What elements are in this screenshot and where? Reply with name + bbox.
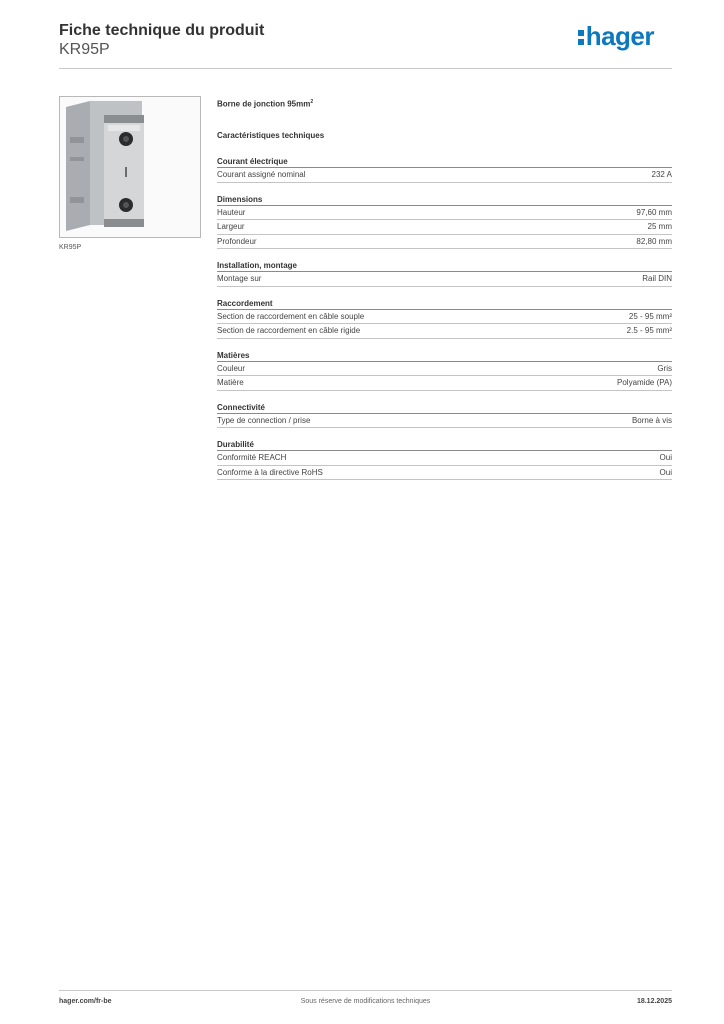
spec-row: [217, 272, 672, 287]
spec-label: Montage sur: [217, 274, 262, 283]
spec-row: [217, 310, 672, 325]
spec-value: Borne à vis: [631, 415, 672, 425]
spec-value: Rail DIN: [642, 274, 672, 283]
spec-group: [217, 297, 672, 339]
footer-date: 18.12.2025: [636, 998, 672, 1005]
spec-groups: [217, 155, 672, 480]
footer-url[interactable]: hager.com/fr-be: [59, 998, 112, 1005]
spec-label: Couleur: [217, 363, 246, 373]
spec-label: Matière: [217, 378, 244, 387]
spec-group-title: Connectivité: [217, 401, 672, 414]
spec-group-title: Matières: [217, 349, 672, 362]
spec-section-heading: Caractéristiques techniques: [217, 131, 325, 140]
spec-value: Oui: [659, 453, 672, 462]
page-header: [59, 21, 672, 59]
spec-group: [217, 401, 672, 429]
document-title: Fiche technique du produit: [59, 22, 265, 39]
spec-group: [217, 438, 672, 480]
spec-label: Conformité REACH: [217, 453, 287, 462]
spec-label: Hauteur: [217, 207, 246, 217]
spec-value: 232 A: [651, 170, 672, 179]
spec-row: [217, 376, 672, 391]
spec-value: 2.5 - 95 mm²: [626, 326, 672, 335]
footer-note: Sous réserve de modifications techniques: [300, 998, 431, 1005]
spec-group-title: Courant électrique: [217, 155, 672, 168]
terminal-bottom-slot: [104, 219, 144, 227]
terminal-top-slot: [104, 115, 144, 123]
product-name: Borne de jonction $95mm^2$: [217, 99, 314, 109]
spec-label: Conforme à la directive RoHS: [217, 467, 323, 477]
brand-logo: [578, 21, 654, 52]
spec-group: [217, 155, 672, 183]
center-mark: [125, 167, 127, 177]
spec-label: Courant assigné nominal: [217, 170, 306, 179]
spec-label: Profondeur: [217, 236, 257, 246]
spec-row: [217, 451, 672, 466]
spec-group: [217, 259, 672, 287]
page-footer: [59, 998, 672, 1010]
spec-value: 82,80 mm: [636, 236, 672, 246]
spec-value: Gris: [657, 363, 672, 373]
spec-group-title: Dimensions: [217, 193, 672, 206]
spec-label: Section de raccordement en câble souple: [217, 311, 365, 321]
spec-label: Type de connection / prise: [217, 415, 311, 425]
terminal-side-face: [66, 101, 90, 231]
spec-group-title: Raccordement: [217, 297, 672, 310]
spec-group: [217, 193, 672, 250]
spec-value: Oui: [659, 467, 672, 477]
spec-group: [217, 349, 672, 391]
spec-value: 97,60 mm: [636, 207, 672, 217]
footer-divider: [59, 990, 672, 991]
spec-group-title: Durabilité: [217, 438, 672, 451]
terminal-label-area: [108, 125, 140, 131]
spec-row: [217, 324, 672, 339]
spec-row: [217, 362, 672, 377]
spec-label: Largeur: [217, 222, 245, 231]
spec-row: [217, 220, 672, 235]
spec-row: [217, 168, 672, 183]
spec-row: [217, 235, 672, 250]
spec-row: [217, 414, 672, 429]
spec-row: [217, 206, 672, 221]
image-caption: KR95P: [59, 244, 82, 251]
brand-name: hager: [585, 21, 654, 51]
spec-value: Polyamide (PA): [617, 378, 672, 387]
product-reference: KR95P: [59, 41, 110, 58]
spec-row: [217, 466, 672, 481]
logo-colon-icon: [578, 23, 585, 45]
spec-value: 25 mm: [647, 222, 672, 231]
spec-value: 25 - 95 mm²: [628, 311, 672, 321]
spec-label: Section de raccordement en câble rigide: [217, 326, 361, 335]
terminal-block-illustration: [60, 97, 200, 237]
spec-group-title: Installation, montage: [217, 259, 672, 272]
header-divider: [59, 68, 672, 69]
product-image: [59, 96, 201, 238]
spec-sheet: [217, 95, 672, 480]
